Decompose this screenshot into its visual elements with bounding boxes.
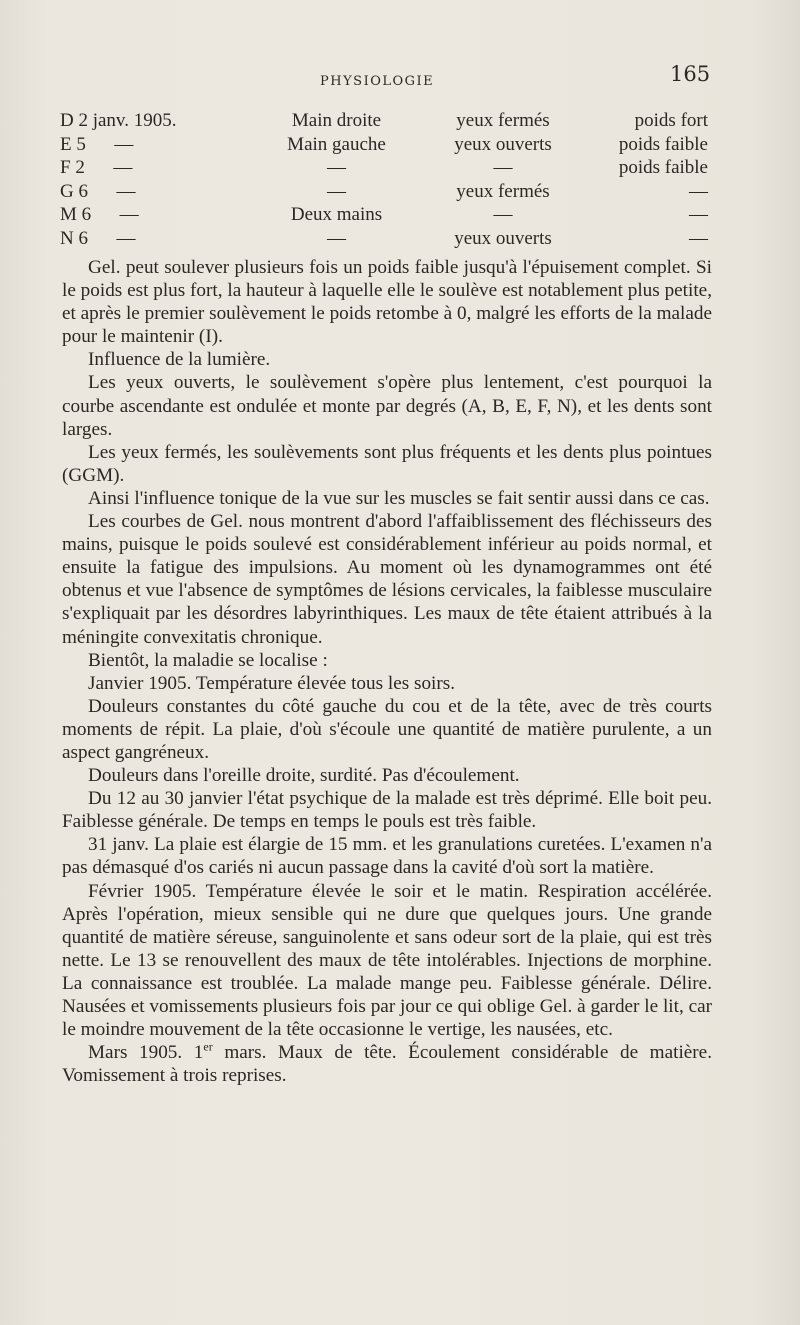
eyes-cell: yeux fermés bbox=[456, 110, 550, 131]
hand-cell: Main gauche bbox=[287, 133, 386, 155]
weight-cell: — bbox=[689, 180, 708, 202]
hand-cell: — bbox=[327, 157, 346, 178]
hand-cell: Deux mains bbox=[290, 204, 383, 225]
paragraph: Douleurs dans l'oreille droite, surdité. Pas d'écoulement. bbox=[88, 765, 520, 787]
eyes-cell: yeux ouverts bbox=[454, 133, 552, 155]
paragraph: Douleurs constantes du côté gauche du cou et de la tête, avec de très courts moments de répit. La plaie, d'où s'écoule une quantité de matière purulente, a un aspect gangréneux. bbox=[62, 695, 712, 763]
weight-cell: poids faible bbox=[618, 157, 708, 178]
eyes-cell: — bbox=[493, 157, 513, 178]
running-head: PHYSIOLOGIE bbox=[320, 74, 435, 89]
table-row bbox=[60, 157, 708, 181]
table-row bbox=[60, 181, 708, 205]
paragraph: Influence de la lumière. bbox=[88, 349, 271, 371]
dynamogram-table bbox=[60, 110, 708, 251]
paragraph: Les yeux ouverts, le soulèvement s'opère plus lentement, c'est pourquoi la courbe ascendante est ondulée et monte par degrés (A, B, E, F, N), et les dents sont larges. bbox=[62, 372, 712, 440]
weight-cell: — bbox=[689, 204, 708, 225]
hand-cell: — bbox=[327, 227, 346, 249]
eyes-cell: yeux fermés bbox=[456, 180, 550, 202]
subject-cell: G 6 — bbox=[60, 180, 136, 202]
table-row bbox=[60, 134, 708, 158]
page-number: 165 bbox=[670, 62, 711, 86]
weight-cell: — bbox=[689, 227, 708, 249]
subject-cell: F 2 — bbox=[60, 157, 133, 178]
eyes-cell: yeux ouverts bbox=[454, 227, 552, 249]
paragraph: Gel. peut soulever plusieurs fois un poids faible jusqu'à l'épuisement complet. Si le poids est plus fort, la hauteur à laquelle elle le soulève est notablement plus petite, et après le premier soulèvement le poids retombe à 0, malgré les efforts de la malade pour le maintenir (I). bbox=[62, 257, 712, 348]
mars-text: mars. Maux de tête. Écoulement considérable de matière. Vomissement à trois reprises. bbox=[62, 1042, 712, 1087]
paragraph: Janvier 1905. Température élevée tous les soirs. bbox=[88, 672, 456, 694]
eyes-cell: — bbox=[493, 204, 513, 225]
mars-date-text: Mars 1905. 1 bbox=[88, 1042, 204, 1064]
table-row bbox=[60, 228, 708, 252]
paragraph: Les yeux fermés, les soulèvements sont plus fréquents et les dents plus pointues (GGM). bbox=[62, 441, 712, 486]
ordinal-superscript: er bbox=[203, 1039, 213, 1054]
table-row bbox=[60, 110, 708, 134]
subject-cell: M 6 — bbox=[60, 204, 139, 225]
paragraph: Du 12 au 30 janvier l'état psychique de la malade est très déprimé. Elle boit peu. Faiblesse générale. De temps en temps le pouls est très faible. bbox=[62, 788, 712, 833]
subject-cell: N 6 — bbox=[60, 227, 136, 249]
paragraph-mars bbox=[62, 1041, 712, 1087]
body-text bbox=[62, 256, 712, 1087]
subject-cell: E 5 — bbox=[60, 133, 134, 155]
weight-cell: poids faible bbox=[618, 133, 708, 155]
paragraph: Ainsi l'influence tonique de la vue sur les muscles se fait sentir aussi dans ce cas. bbox=[88, 487, 710, 509]
hand-cell: — bbox=[327, 180, 346, 202]
paragraph: Février 1905. Température élevée le soir et le matin. Respiration accélérée. Après l'opération, mieux sensible qui ne dure que quelques jours. Une grande quantité de matière séreuse, sanguinolente et sans odeur sort de la plaie, qui est très nette. Le 13 se renouvellent des maux de tête intolérables. Injections de morphine. La connaissance est troublée. La malade mange peu. Faiblesse générale. Délire. Nausées et vomissements plusieurs fois par jour ce qui oblige Gel. à garder le lit, car le moindre mouvement de la tête occasionne le vertige, les nausées, etc. bbox=[62, 880, 712, 1041]
table-row bbox=[60, 204, 708, 228]
paragraph: 31 janv. La plaie est élargie de 15 mm. et les granulations curetées. L'examen n'a pas démasqué d'os cariés ni aucun passage dans la cavité d'où sort la matière. bbox=[62, 834, 712, 879]
hand-cell: Main droite bbox=[291, 110, 382, 131]
paragraph: Les courbes de Gel. nous montrent d'abord l'affaiblissement des fléchisseurs des mains, puisque le poids soulevé est considérablement inférieur au poids normal, et ensuite la fatigue des impulsions. Au moment où les dynamogrammes ont été obtenus et vue l'absence de symptômes de lésions cervicales, la faiblesse musculaire s'expliquait par les désordres labyrinthiques. Les maux de tête étaient attribués à la méningite convexitatis chronique. bbox=[62, 511, 712, 648]
paragraph: Bientôt, la maladie se localise : bbox=[88, 649, 328, 671]
subject-cell: D 2 janv. 1905. bbox=[60, 110, 177, 131]
weight-cell: poids fort bbox=[634, 110, 708, 131]
